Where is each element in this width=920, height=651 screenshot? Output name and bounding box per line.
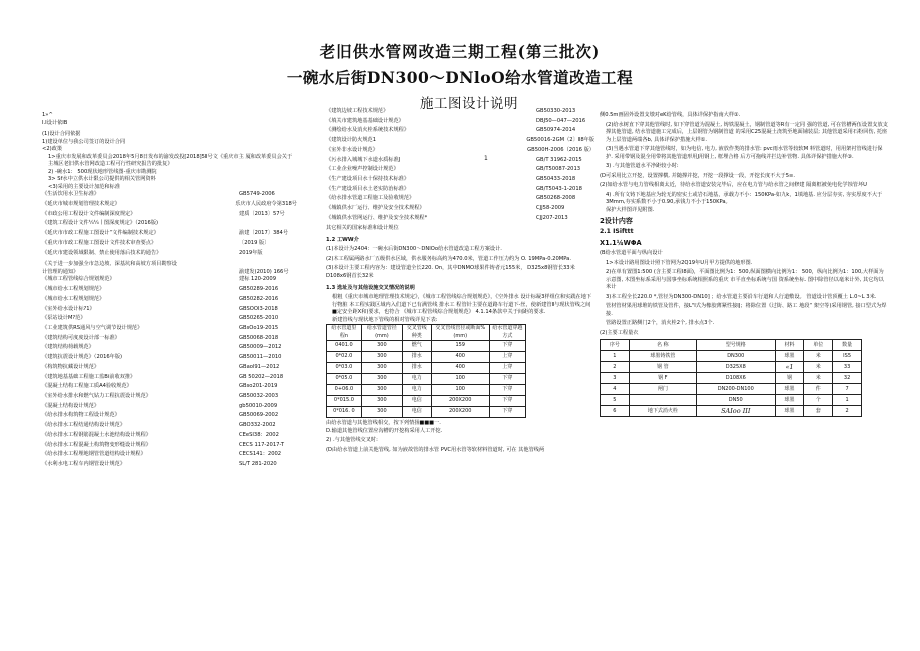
materials-table-header-cell: 数量 [833, 340, 862, 351]
standard-name: 《给水排水工程结通结构设计规范》 [42, 422, 126, 429]
table-cell: 0+06.0 [327, 384, 362, 395]
standard-code: gb50010-2009 [239, 402, 278, 409]
table-cell: «1 [775, 362, 804, 373]
table-row [327, 384, 526, 395]
table-row [601, 384, 862, 395]
standard-row [42, 354, 297, 362]
standard-name: 《建筑地基基础工程施工监Bi前收双推》 [42, 373, 136, 380]
table-cell: D325X8 [696, 362, 775, 373]
standard-name: 《给水排水构筑物工程设计规范》 [42, 412, 120, 419]
crossing-table [326, 324, 526, 418]
col3-p1: 侧0.5m画固外设置支墩对eK给管线，具体详保护指南大样①. [600, 112, 741, 118]
table-cell: 0*015.0 [327, 395, 362, 406]
standard-name: 《室外非水设计规范》 [326, 146, 378, 153]
col3-p8: (B给水管道平面与纵向设计 [600, 250, 663, 257]
table-cell: 上穿 [489, 351, 525, 362]
table-cell: 球墨铸铁管 [629, 351, 696, 362]
standard-row [42, 276, 297, 284]
materials-table-header-cell: 单位 [804, 340, 833, 351]
standard-name: 《测绘给水及消火栓系统技术规程》 [326, 127, 410, 134]
table-cell: 32 [833, 373, 862, 384]
standard-row [42, 393, 297, 401]
crossing-note-1: 由给水管道与其他管线相交，按下列情扬■■■一. [326, 419, 441, 426]
standard-code: 建标 120-2009 [239, 276, 276, 283]
standard-row [42, 201, 297, 209]
col1-notice-text: 计管理的通知》 [42, 268, 79, 275]
column-1 [42, 112, 297, 471]
standard-name: 《工业企业噪声控制设计规范》 [326, 166, 399, 173]
table-row [601, 362, 862, 373]
standard-row [42, 383, 297, 391]
standard-name: 《城镇供水厂运行、维护及安全技术规程》 [326, 205, 425, 212]
col3-p9: 1>本设计路用图设计照下管网为2Q19年U月甲方提供的地形图. [606, 259, 753, 266]
standard-name: 《工业建筑供RS通风与空气调节设计规范》 [42, 325, 143, 331]
col1-notice-line: 《关于进一步加强全市急边坡、深基坑和高坡方项目勘察设 [42, 261, 177, 268]
table-cell: 套 [804, 406, 833, 417]
table-row [601, 373, 862, 384]
table-cell: 3 [601, 373, 630, 384]
table-cell: 钢 管 [629, 362, 696, 373]
table-cell: 5 [601, 395, 630, 406]
col1-line: 1)建设单位与我公司签订的设计合同 [42, 138, 126, 145]
table-cell: 闸门 [629, 384, 696, 395]
standard-code: GB50433-2018 [536, 176, 576, 183]
table-cell: 2 [833, 406, 862, 417]
standard-row [42, 344, 297, 352]
standard-row [42, 364, 297, 372]
table-cell: 燃气 [402, 340, 431, 351]
col2-standards [326, 108, 594, 222]
table-cell: 0*016. 0 [327, 406, 362, 417]
standard-code: SL/T 281-2020 [239, 461, 277, 468]
document-title: 老旧供水管网改造三期工程(第三批次) [319, 42, 601, 61]
standard-row [42, 451, 297, 459]
table-row [327, 340, 526, 351]
standard-code: GB50069-2002 [239, 412, 279, 419]
table-cell: 米 [804, 362, 833, 373]
standard-code: GB50068-2018 [239, 334, 279, 341]
standard-name: 《给水排水工程混凝土构筑物变形缝设计规程》 [42, 441, 151, 448]
table-cell: 300 [361, 373, 402, 384]
standard-row [326, 157, 594, 165]
column-2 [326, 108, 594, 454]
standard-name: 《建筑抗震设计规范》（2016年版) [42, 354, 123, 361]
standard-name: 《生产建设项目水十保持技术标准》 [326, 176, 410, 183]
standard-name: 《市政公用工程设计文件编制深度规定》 [42, 210, 136, 217]
standard-name: 《建筑工程设计文件¼¼丨图深度规定》（2016版) [42, 220, 159, 227]
standard-row [326, 205, 594, 213]
standard-name: 《污水排入城城下水道水质标准J [326, 156, 401, 163]
crossing-table-header-cell: 给水管道穿越方式 [489, 325, 525, 341]
standard-row [42, 412, 297, 420]
table-cell: IS5 [833, 351, 862, 362]
col3-p5: (2)如给水管与电力管线相离太近，待给水管道安装完毕后，应在电力管与给水管之间修建 隔离框被免电化学蚀管坏U [600, 182, 867, 189]
col3-p13: 管路设置正路侧门2个，消火栓2个, 排水点3个. [606, 320, 715, 327]
col1-line: I.I设计依IB [42, 119, 68, 126]
standard-name: 《延庆市建设领域限制、禁止使用落后技术的通告》 [42, 249, 162, 256]
table-cell: 400 [431, 362, 489, 373]
standard-code: GB50265-2010 [239, 315, 279, 322]
crossing-table-body [327, 340, 526, 417]
standard-code: CECS 117-2017-T [239, 441, 285, 448]
standard-name: 《建筑边坡工程技术规范》 [326, 108, 389, 114]
standard-code: 〔2019 版〕 [239, 239, 270, 246]
col3-p4: (D可采用比立开挖，设置撑横, 并随撑并挖，开挖一段撑设一段，开挖长度不大于5≡. [600, 172, 795, 179]
standard-name: 《生产建设项目水土老实防治标准》 [326, 185, 410, 192]
standard-name: 《延庆市市政工程施工图设计“文件编制技术规定》 [42, 230, 159, 237]
table-row [327, 351, 526, 362]
table-cell: 1 [833, 395, 862, 406]
standard-name: 《混凝土结构工程施工质A4验收规范》 [42, 383, 132, 390]
standard-name: 《填关市建筑地基基础设计规范》 [326, 117, 404, 124]
col1-line: 1»^ [42, 112, 53, 118]
col3-p14: (2)主要工程量衣 [600, 329, 639, 336]
col3-p10: 2)在单有置图1:500 (含主要工程I8面)，平面图比例为1：500,纵面图横向比例为1： 500，纵向比例为1：100,大样面为示意图, 木图坐标系采用与国事坐标系统相照系的重庆 市平直坐标系统与国 资系统坐标. 图中除管径以毫米计外, 其它均以米计 [606, 269, 884, 291]
materials-table-header-cell: 型号规格 [696, 340, 775, 351]
table-cell: 200X200 [431, 406, 489, 417]
document-subtitle: 一碗水后街DN300～DNloO给水管道改造工程 [286, 68, 634, 87]
standard-row [42, 403, 297, 411]
standard-code: GB500H-2006（2016 版） [527, 146, 594, 153]
standard-row [326, 195, 594, 203]
standard-name: 《室外给水设计标?1》 [42, 305, 95, 312]
standard-code: DBJ50—047—2016 [536, 117, 586, 124]
standard-code: GBso201-2019 [239, 383, 278, 390]
table-cell: 100 [431, 384, 489, 395]
table-cell: 6 [601, 406, 630, 417]
table-cell: 电信 [402, 406, 431, 417]
table-cell: 电力 [402, 384, 431, 395]
table-cell: 米 [804, 351, 833, 362]
section-1-2-p2: (2)木工程属两路水厂五级供水区域，供水服务标高约为470.0米，管道工作压力约为 O. 19MPa-0.20MPa. [326, 255, 571, 262]
col3-p3: (3)当遇水管道下穿其他管线时，如为电信, 电力, 液放作类的排水管: pvc雨水管等较软M 料管道时，用用架衬管线进行保护. 采用带钢及混全用带将其他管道形用J用钢上, 框埋合格 后方可拖线并拦边补管物. 具体详保护措施大样③. [606, 146, 883, 160]
standard-row [42, 220, 297, 228]
table-cell: DN50 [696, 395, 775, 406]
col1-line: <2)政策 [42, 146, 63, 153]
standard-code: CJJ207-2013 [536, 214, 568, 221]
table-row [327, 395, 526, 406]
table-cell: 球墨 [775, 384, 804, 395]
standard-code: GB50282-2016 [239, 295, 279, 302]
table-cell: 300 [361, 384, 402, 395]
standard-code: GB50016-2GM（2〕Ⅱ8年版 [526, 137, 594, 144]
standard-name: 《建筑结构荷载规范》 [42, 344, 94, 351]
materials-table [600, 339, 862, 417]
standard-code: CECS141：2002 [239, 451, 282, 458]
materials-table-header-cell: 序号 [601, 340, 630, 351]
standard-code: GB5749-2006 [239, 191, 275, 198]
table-cell: 下穿 [489, 384, 525, 395]
materials-table-body [601, 351, 862, 417]
table-cell: 300 [361, 395, 402, 406]
col1-line: 1>重庆市发展和改革委员会2018年5月8日发布的渝发改投[2018]5Ⅱ号文《重庆市主 厦和改革委员会关于主城区老旧供水管网改造工程可行性研究报告的批复》 [48, 153, 293, 168]
standard-code: 乐庆市人民政府令第318号 [235, 201, 297, 208]
standard-row [326, 108, 594, 116]
standard-name: 《给水排水管道工程施工及验收规范》 [326, 195, 415, 202]
col3-p11: 3)本工程全长220.0 *,管径为DN300-DN10] ；给水管道主要沿车行道和人行道敷设。 管道设计管顶覆土 L.0~L 3米. [606, 293, 877, 300]
standard-row [42, 191, 297, 199]
crossing-table-header [327, 325, 526, 341]
standard-name: 《建筑结构可度度设计部一标准》 [42, 334, 120, 341]
table-cell: SAIoo III [696, 406, 775, 417]
standard-row [42, 315, 297, 323]
standard-name: 《城市给水工程规划规范》 [42, 286, 105, 293]
table-row [327, 406, 526, 417]
standard-code: GB/T50087-2013 [536, 166, 581, 173]
table-cell: 地下式消火栓 [629, 406, 696, 417]
table-cell: 200X200 [431, 395, 489, 406]
standard-name: 《水利水电工程车内钢管设计规范》 [42, 461, 126, 468]
standard-name: 《建筑设计防火规范1 [326, 137, 376, 144]
col3-p7: 保护大样图详见附图. [606, 206, 655, 213]
table-cell: 下穿 [489, 395, 525, 406]
col1-standards [42, 191, 297, 257]
standard-row [42, 306, 297, 314]
table-cell: 上穿 [489, 362, 525, 373]
materials-table-header [601, 340, 862, 351]
table-cell: 米 [804, 373, 833, 384]
table-cell: 球墨 [775, 351, 804, 362]
col3-p12: 管材管材果用球堆的铁管及管件，接L"I式为橡胶薄紧性接IJ；将除位置《过街、路工 地段“ 架空等)采用钢管, 接口型式为焊接. [606, 303, 887, 317]
col1-line: (1)设计合同依据 [42, 131, 81, 138]
standard-row [42, 374, 297, 382]
standard-row [326, 137, 594, 145]
table-cell: 400 [431, 351, 489, 362]
standard-name: 《重庆市市政工程施工图设计文件技术审查要点》 [42, 239, 157, 246]
standard-code: 2019年版 [239, 249, 263, 256]
section-2-1-heading: 2.1 ISifttt [600, 227, 634, 235]
standard-name: 《城镇供水管网运行、维护及安全技术规程* [326, 214, 428, 221]
table-cell: 0*02.0 [327, 351, 362, 362]
standard-row [42, 250, 297, 258]
table-cell: D108X6 [696, 373, 775, 384]
materials-table-header-cell: 名 称 [629, 340, 696, 351]
table-cell: 个 [804, 395, 833, 406]
standard-code: GB 50202—2018 [239, 373, 284, 380]
standard-name: 《给水排水工程埋地钢管管道结构设计规程》 [42, 451, 146, 458]
standard-name: 《室外给水排水和燃气钻力工程抗震设计规范》 [42, 393, 151, 400]
table-cell: 7 [833, 384, 862, 395]
table-cell: DN300 [696, 351, 775, 362]
table-cell: 球墨 [775, 395, 804, 406]
standard-code: GB/T5043-1-2018 [536, 185, 582, 192]
section-1-3-heading: 1.3 选址及与其他设施交叉情况的说明 [326, 284, 415, 291]
table-row [601, 395, 862, 406]
table-cell: 下穿 [489, 340, 525, 351]
table-cell: 钢 [775, 373, 804, 384]
col1-intro [42, 112, 297, 191]
table-cell: 300 [361, 362, 402, 373]
table-cell: 1 [601, 351, 630, 362]
table-cell: 下穿 [489, 406, 525, 417]
table-cell: 钢 F [629, 373, 696, 384]
standard-code: GB/T 31962-2015 [536, 156, 582, 163]
standard-name: 《泵站设计M?范》 [42, 315, 86, 322]
standard-row [42, 240, 297, 248]
table-cell: DN200-DN100 [696, 384, 775, 395]
col1-notice-code: 渝建发(2010) 166号 [239, 268, 289, 275]
standard-code: GB50032-2003 [239, 393, 279, 400]
standard-row [42, 432, 297, 440]
table-cell: 排水 [402, 362, 431, 373]
page-mark: 1 [484, 155, 488, 162]
standard-code [239, 220, 297, 228]
table-cell: 300 [361, 351, 402, 362]
table-cell: 电信 [402, 395, 431, 406]
col1-standards-2 [42, 276, 297, 468]
crossing-table-header-cell: 给水管道里程n [327, 325, 362, 341]
table-cell: 4 [601, 384, 630, 395]
table-cell: 0*05.0 [327, 373, 362, 384]
table-cell: 件 [804, 384, 833, 395]
section-1-2-heading: 1.2 工WW介 [326, 236, 359, 243]
standard-row [42, 325, 297, 333]
standard-row [326, 186, 594, 194]
standard-code: GB50009—2012 [239, 344, 282, 351]
col1-line: 2) -碗水1： 500现状地形管线图-重庆市勘测院 [48, 168, 157, 175]
standard-code: GB50974-2014 [536, 127, 576, 134]
standard-row [326, 147, 594, 155]
materials-table-header-cell: 材料 [775, 340, 804, 351]
standard-name: 《构筑物抗藏设计规范》 [42, 363, 100, 370]
standard-code: GB50011—2010 [239, 354, 282, 361]
standard-name: 《城市工程管线综合规划规范》 [42, 276, 115, 283]
table-row [601, 406, 862, 417]
standard-row [326, 215, 594, 223]
standard-row [42, 296, 297, 304]
standard-code: GB50330-2013 [536, 108, 576, 114]
section-1-2-p3: (3)本设计主要工程内容为：建设管道全长220. On，其中DNMO球果件铸者元155米， D325x8钢管长33米 D108x6钢首长32米 [326, 265, 575, 279]
standard-code: CJJ58-2009 [536, 205, 565, 212]
section-2-heading: 2设计内容 [600, 217, 633, 226]
standard-code: 建质〔2013〕57号 [239, 210, 285, 217]
table-cell [629, 395, 696, 406]
standard-code: GBSOOI3-2018 [239, 305, 278, 312]
document-section-title: 施工图设计说明 [420, 96, 518, 112]
column-3 [600, 112, 888, 417]
standard-row [42, 442, 297, 450]
col3-p2: (2)给水树直下穿其他管线时, 如下穿管道为混凝土, 铸铁混凝土，钢制管道等R有一定同 强的管道, 可在管槽两伍设置支放支撑其他管道, 结水管道施工完成后，上层钢管为钢制管道 的采用C25混凝土浇筑至地面铺装层; 其他管道采用石粉回伤, 托座为上层管道两端各b, 具体详保护措施大样①. [606, 121, 888, 143]
standard-row [42, 461, 297, 469]
table-cell: 2 [601, 362, 630, 373]
standard-code: CEeSI38：2002 [239, 431, 279, 438]
standard-code: GB50268-2008 [536, 195, 576, 202]
standard-code: GBsOo19-2015 [239, 325, 279, 331]
col3-p3b: 3) .与其他管道水平净距较小时: [606, 163, 679, 170]
standard-row [42, 335, 297, 343]
crossing-note-3: 2) .与其他管线交叉时: [326, 437, 378, 444]
crossing-table-header-cell: 交叉管线管径或断面%(mm) [431, 325, 489, 341]
section-1-3-p1: 根粗《重庆市城市地理管理技术规定》，《城市工程管线综合规划规范》，《空外排水 设计标凝3样组位和实践在地下行物脏 本工程实践区域内入们道下已有满管线 排水工 程管针主要在道路车行道下-丝，使新建管Ⅱ与现状管线之间■定安全距X和)要求，也符合 《城市工程管线综合规划规范》 4.1.14条款中关于间距的要求. [332, 294, 592, 316]
standard-row [326, 118, 594, 126]
table-row [601, 351, 862, 362]
table-cell: 0*03.0 [327, 362, 362, 373]
table-cell: 排水 [402, 351, 431, 362]
standard-name: 《混凝土结构设计规范》 [42, 402, 100, 409]
standard-name: 《城市给水工程规划规范》 [42, 295, 105, 302]
standard-row [42, 211, 297, 219]
table-cell: 电力 [402, 373, 431, 384]
standard-row [42, 422, 297, 430]
section-1-2-p1: (1)本设计为2404：一碗水后街DN300～DNIOo给水管道改造工程方案设计. [326, 246, 502, 253]
standard-row [326, 166, 594, 174]
crossing-table-header-cell: 给水管道管径(mm) [361, 325, 402, 341]
col1-line: <3)采用的主要设计加范和标准 [48, 183, 120, 190]
standard-name: 《延庆市城市规划管理技术规定》 [42, 201, 120, 208]
col1-line: 3> Sf水中立供水计限公司提供的相关管网资料 [48, 176, 156, 183]
standard-name: 《给水排水工程钢筋混凝土水池结构设计规程》 [42, 431, 151, 438]
table-cell: 159 [431, 340, 489, 351]
crossing-note-4: (D由给水管道上前关他管线, 如为液故管的排水管 PVC用水管等软材料管道时, 可在 其他管线两 [326, 446, 545, 453]
standard-row [42, 286, 297, 294]
table-cell: 100 [431, 373, 489, 384]
standard-code: 渝建〔2017〕384号 [239, 230, 289, 237]
col3-p6: 4) .所有文铸下地基应为轮无的密实土或岩石地基，承载力不小：150KPa-如九k，1填地基. 应分层夯实, 夯实厚度不大于3Mmm,夯实系数不小于0.90,承钱力不小于150KPa。 [606, 191, 883, 206]
col2-other-standards: 其它相关的国家标准和设计规位 [326, 224, 399, 231]
table-row [327, 373, 526, 384]
table-cell: 下穿 [489, 373, 525, 384]
table-cell: 0401.0 [327, 340, 362, 351]
table-row [327, 362, 526, 373]
table-cell: 300 [361, 340, 402, 351]
crossing-table-caption: 新建管线与现状地下管线的相对管线详见下表: [332, 316, 438, 323]
standard-code: GBaol91—2012 [239, 363, 280, 370]
standard-row [326, 176, 594, 184]
standard-code: GB50289-2016 [239, 286, 279, 293]
crossing-table-header-cell: 交叉管线种类 [402, 325, 431, 341]
standard-code: GBO332-2002 [239, 422, 276, 429]
table-cell: 球墨 [775, 406, 804, 417]
section-2-1-1-heading: X1.1¼WΦA [600, 238, 642, 247]
crossing-note-2: D.输道其他管线位置应沟槽的开挖构采用人工开挖. [326, 427, 443, 434]
standard-row [326, 127, 594, 135]
standard-row [42, 230, 297, 238]
table-cell: 33 [833, 362, 862, 373]
table-cell: 300 [361, 406, 402, 417]
standard-name: 《生活饮用水卫生标准》 [42, 191, 100, 198]
